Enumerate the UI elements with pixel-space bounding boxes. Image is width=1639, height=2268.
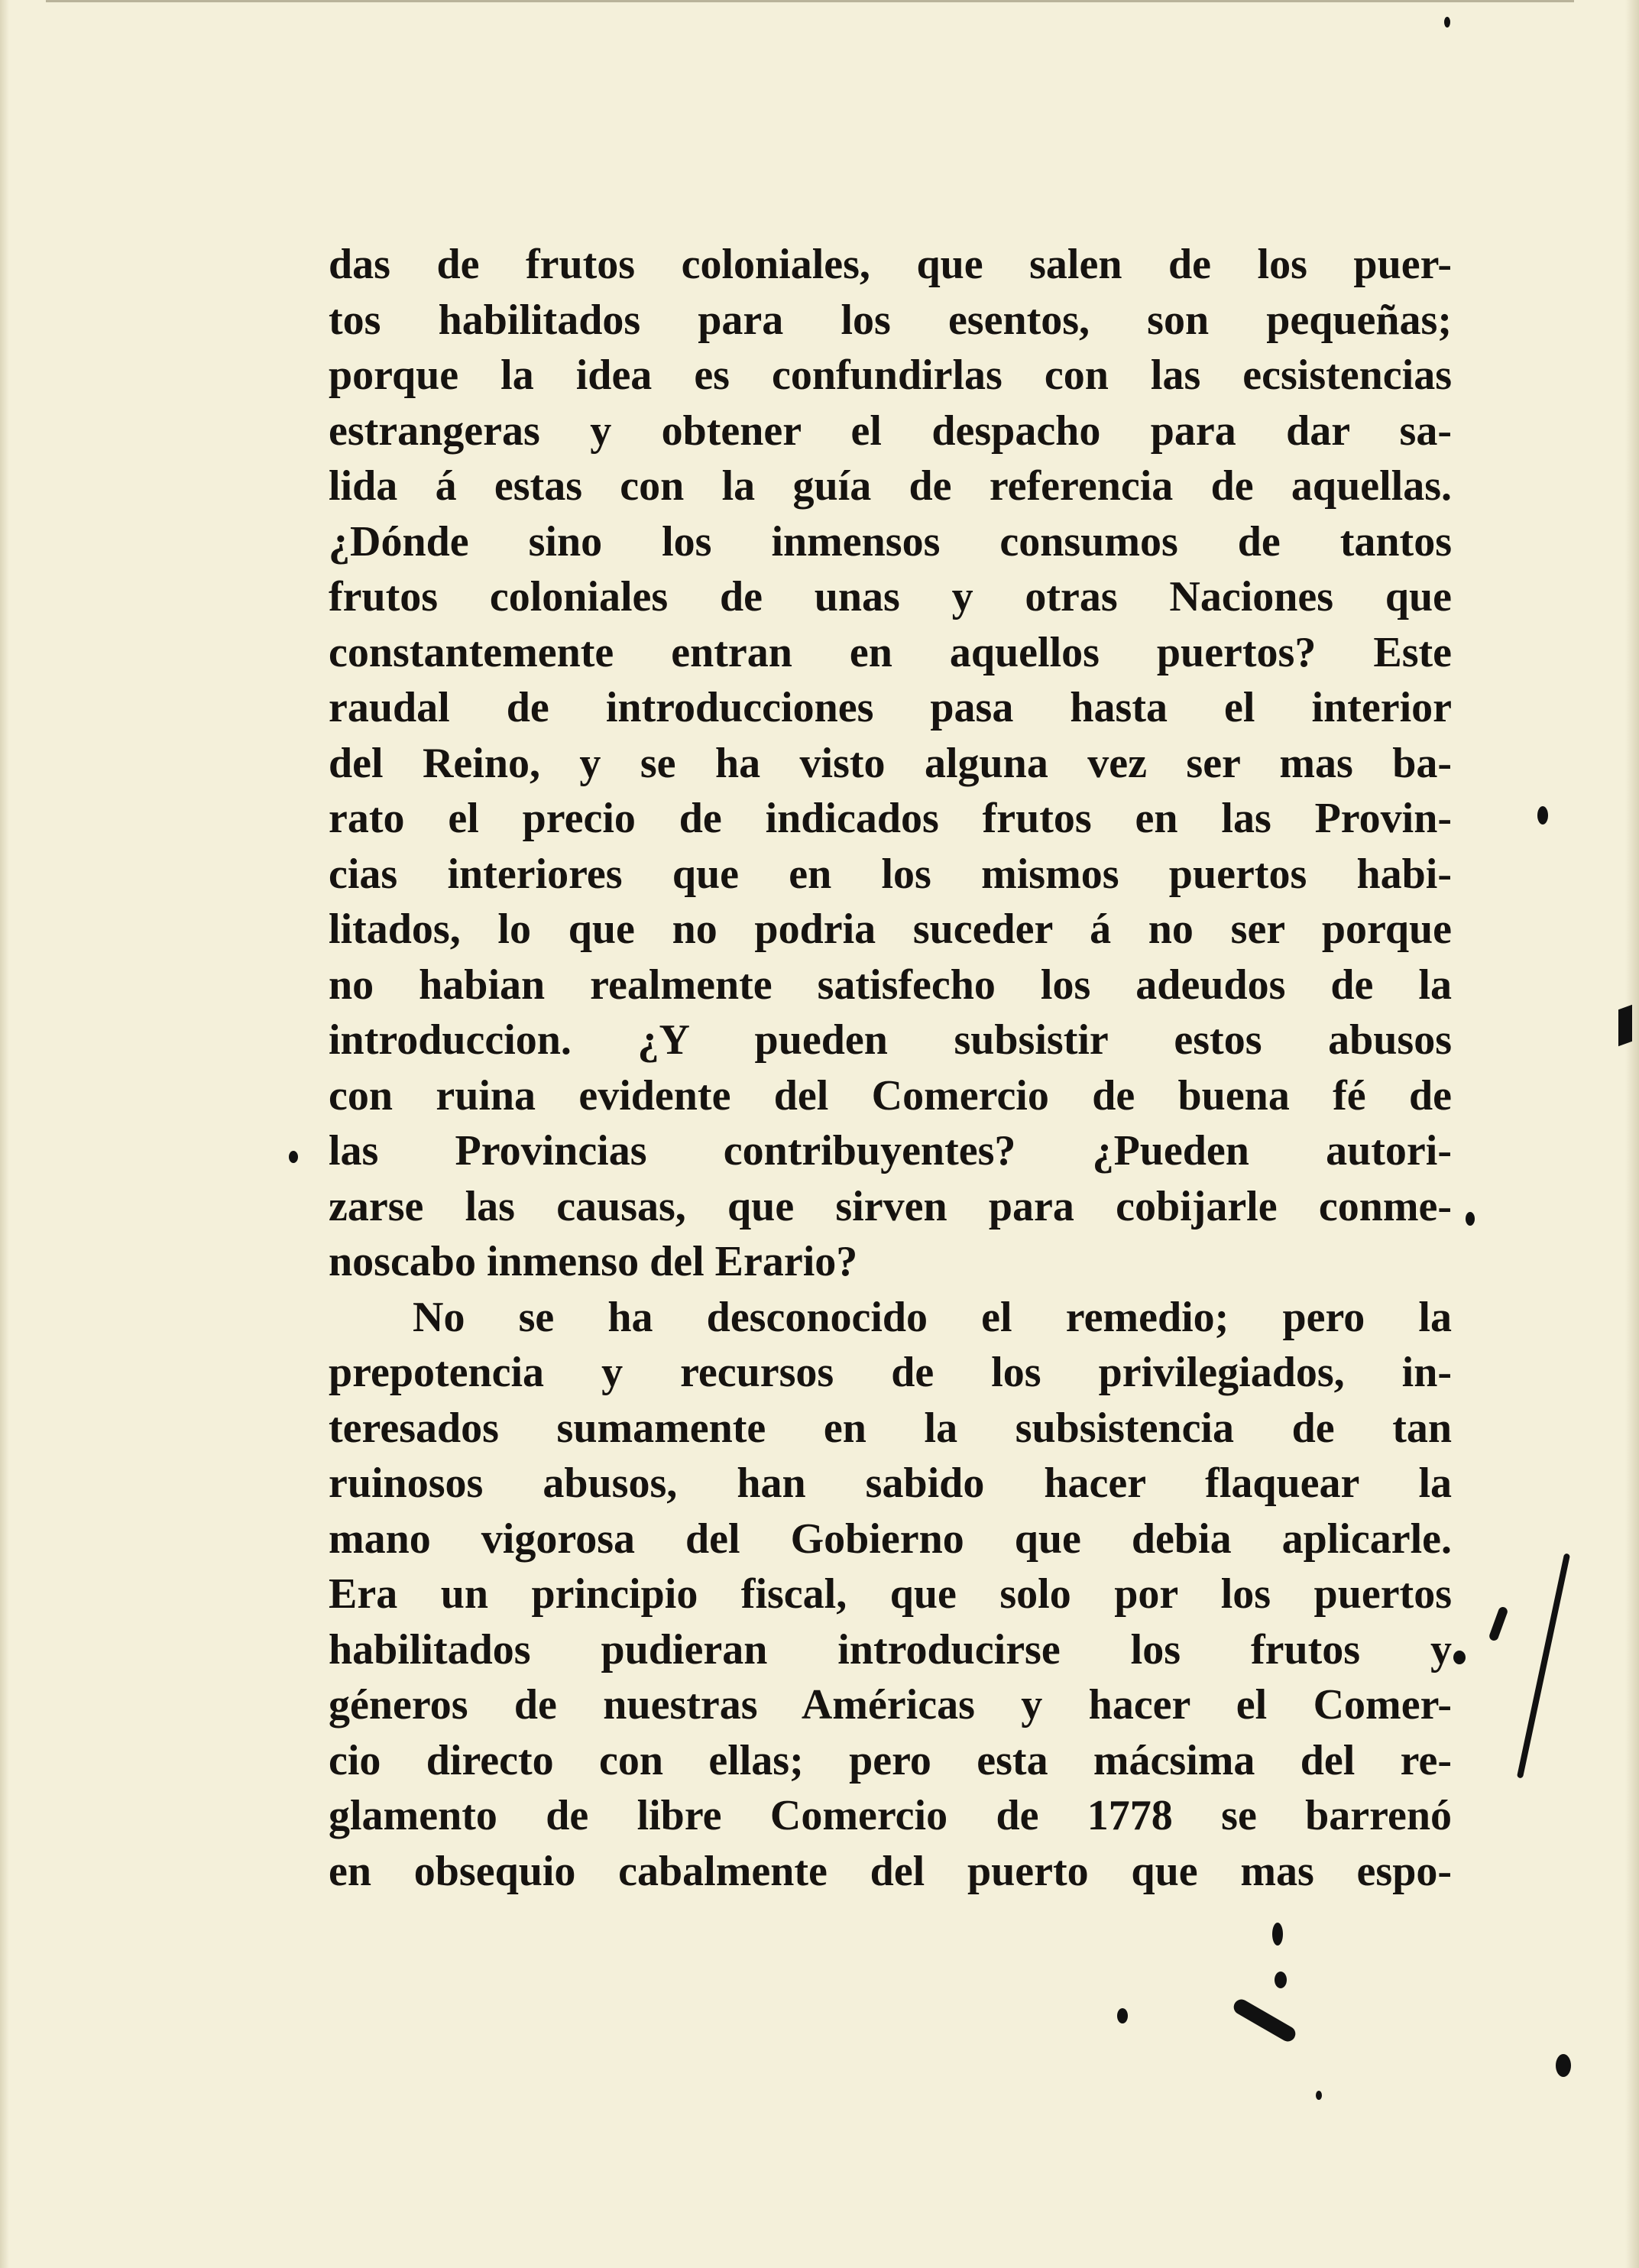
text-line: cio directo con ellas; pero esta mácsima del re-	[329, 1736, 1452, 1784]
text-line: constantemente entran en aquellos puertos? Este	[329, 628, 1452, 676]
text-line: lida á estas con la guía de referencia de aquellas.	[329, 462, 1452, 510]
text-line: habilitados pudieran introducirse los frutos y	[329, 1625, 1452, 1673]
page-top-edge	[46, 0, 1574, 2]
ink-stroke-long	[1517, 1553, 1570, 1778]
page-edge-right	[1625, 0, 1639, 2268]
text-line: das de frutos coloniales, que salen de los puer-	[329, 241, 1452, 288]
text-line: raudal de introducciones pasa hasta el interior	[329, 684, 1452, 731]
text-line: las Provincias contribuyentes? ¿Pueden autori-	[329, 1127, 1452, 1174]
text-line: litados, lo que no podria suceder á no ser porque	[329, 906, 1452, 953]
text-line: en obsequio cabalmente del puerto que mas espo-	[329, 1847, 1452, 1895]
ink-speck	[1453, 1651, 1466, 1664]
text-line: mano vigorosa del Gobierno que debia aplicarle.	[329, 1515, 1452, 1563]
ink-speck	[1275, 1972, 1287, 1988]
text-line: ¿Dónde sino los inmensos consumos de tantos	[329, 517, 1452, 565]
ink-speck	[1316, 2091, 1322, 2100]
ink-stroke	[1488, 1605, 1508, 1641]
ink-mark	[1618, 1005, 1632, 1047]
ink-speck	[1272, 1923, 1283, 1946]
text-line: zarse las causas, que sirven para cobijarle conme-	[329, 1182, 1452, 1230]
text-line: cias interiores que en los mismos puertos habi-	[329, 850, 1452, 898]
ink-speck	[289, 1151, 298, 1163]
text-line: introduccion. ¿Y pueden subsistir estos abusos	[329, 1016, 1452, 1064]
text-line: géneros de nuestras Américas y hacer el Comer-	[329, 1681, 1452, 1729]
text-line: con ruina evidente del Comercio de buena fé de	[329, 1071, 1452, 1119]
text-line: frutos coloniales de unas y otras Naciones que	[329, 573, 1452, 620]
ink-speck	[1444, 17, 1450, 28]
text-line: estrangeras y obtener el despacho para dar sa-	[329, 407, 1452, 455]
text-line: ruinosos abusos, han sabido hacer flaquear la	[329, 1460, 1452, 1507]
text-line: glamento de libre Comercio de 1778 se barrenó	[329, 1792, 1452, 1839]
ink-speck	[1117, 2008, 1128, 2023]
body-text	[329, 237, 1452, 1899]
text-line: Era un principio fiscal, que solo por los puertos	[329, 1570, 1452, 1618]
ink-stroke	[1231, 1997, 1298, 2044]
text-line: del Reino, y se ha visto alguna vez ser mas ba-	[329, 739, 1452, 787]
text-line: prepotencia y recursos de los privilegiados, in-	[329, 1349, 1452, 1396]
ink-speck	[1556, 2054, 1571, 2077]
page-edge-left	[0, 0, 9, 2268]
text-line: rato el precio de indicados frutos en las Provin-	[329, 795, 1452, 842]
paragraph-first-line: No se ha desconocido el remedio; pero la	[413, 1293, 1452, 1341]
text-line: teresados sumamente en la subsistencia de tan	[329, 1404, 1452, 1452]
text-line: no habian realmente satisfecho los adeudos de la	[329, 961, 1452, 1009]
text-line: porque la idea es confundirlas con las ecsistencias	[329, 352, 1452, 399]
ink-speck	[1537, 806, 1548, 825]
ink-speck	[1466, 1212, 1475, 1226]
text-line: noscabo inmenso del Erario?	[329, 1238, 858, 1285]
text-line: tos habilitados para los esentos, son pequeñas;	[329, 296, 1452, 344]
